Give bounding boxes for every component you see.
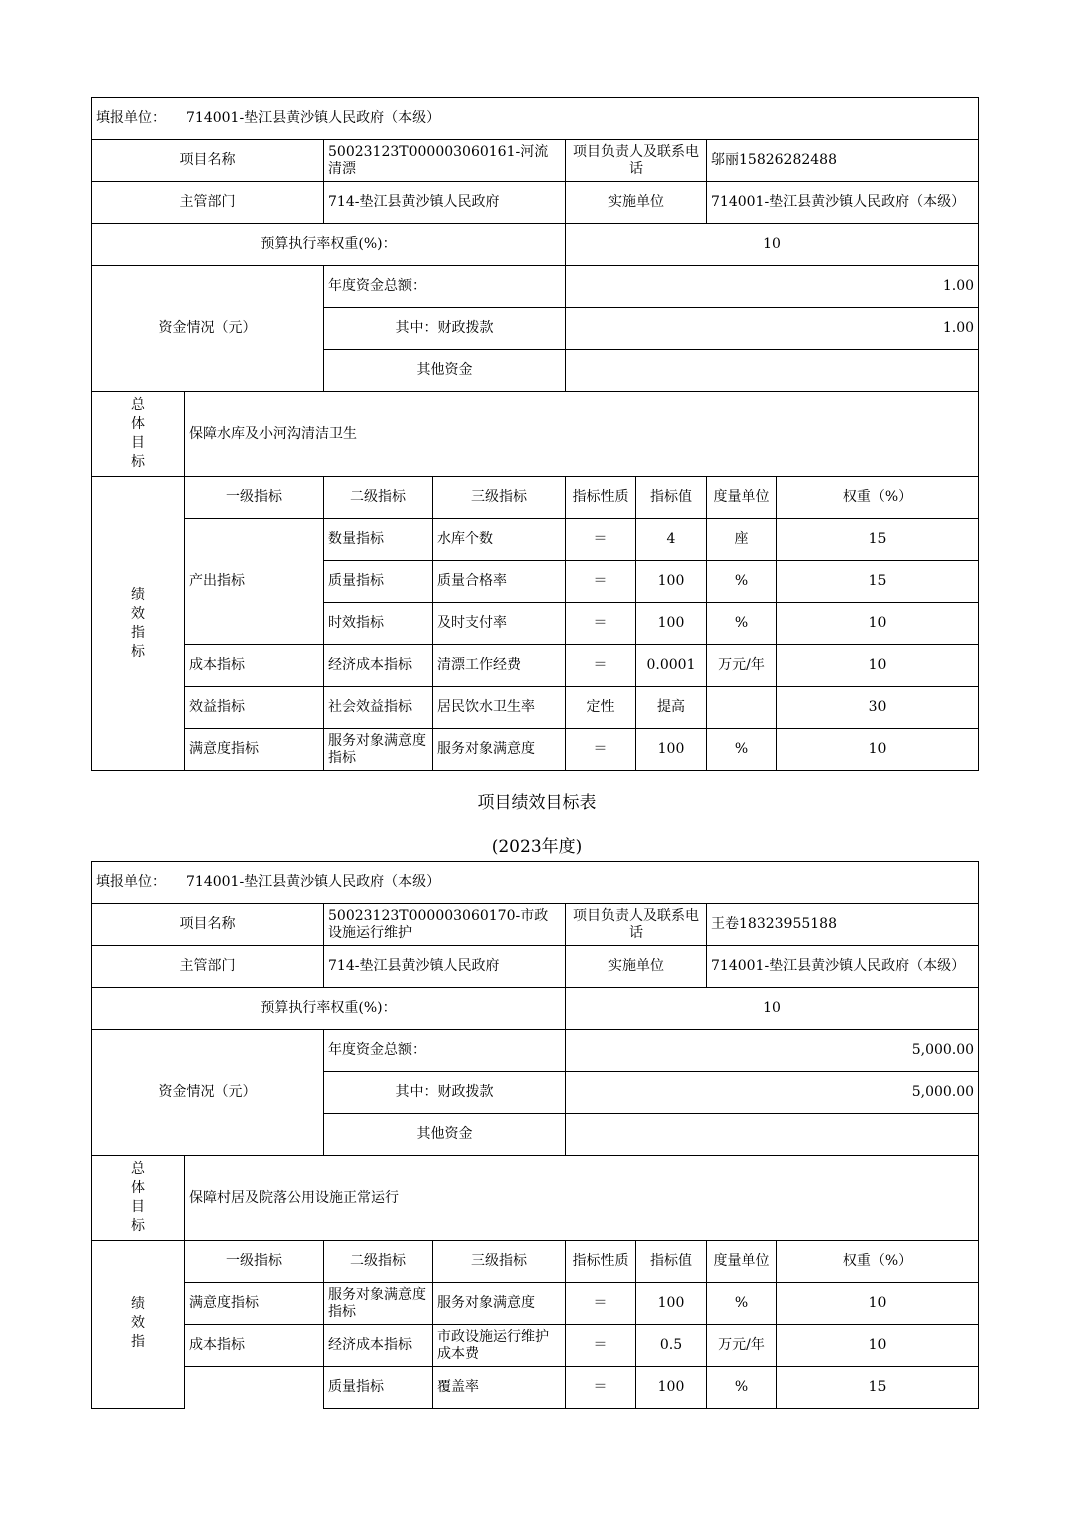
unit-cell — [92, 98, 979, 140]
indicator-header-row — [92, 477, 979, 519]
indicator-l3: 居民饮水卫生率 — [433, 687, 566, 729]
header-l3: 三级指标 — [433, 477, 566, 519]
indicator-unit — [707, 687, 777, 729]
unit-label: 填报单位： — [96, 110, 166, 126]
indicator-nature: ＝ — [566, 1325, 636, 1367]
unit-row — [92, 98, 979, 140]
indicator-header-row — [92, 1241, 979, 1283]
budget-weight-label: 预算执行率权重(%)： — [92, 224, 566, 266]
indicator-weight: 10 — [777, 1325, 979, 1367]
table-row — [92, 519, 979, 561]
indicator-nature: ＝ — [566, 1283, 636, 1325]
indicator-value: 0.0001 — [636, 645, 707, 687]
header-l2: 二级指标 — [324, 477, 433, 519]
indicator-value: 100 — [636, 1367, 707, 1409]
indicator-l1: 满意度指标 — [185, 729, 324, 771]
indicator-nature: ＝ — [566, 1367, 636, 1409]
indicator-unit: % — [707, 561, 777, 603]
indicator-l2: 服务对象满意度指标 — [324, 729, 433, 771]
perf-label-cell — [92, 477, 185, 771]
contact-value: 邬丽15826282488 — [707, 140, 979, 182]
header-nature: 指标性质 — [566, 477, 636, 519]
dept-row — [92, 946, 979, 988]
budget-weight-value: 10 — [566, 988, 979, 1030]
contact-label: 项目负责人及联系电话 — [566, 904, 707, 946]
goal-row — [92, 1156, 979, 1241]
goal-label: 总体目标 — [131, 1161, 145, 1234]
indicator-l2: 质量指标 — [324, 561, 433, 603]
indicator-weight: 10 — [777, 729, 979, 771]
indicator-unit: 万元/年 — [707, 645, 777, 687]
page-bottom-margin — [0, 1414, 1074, 1520]
contact-value: 王卷18323955188 — [707, 904, 979, 946]
table-row — [92, 1325, 979, 1367]
indicator-l1: 满意度指标 — [185, 1283, 324, 1325]
budget-weight-label: 预算执行率权重(%)： — [92, 988, 566, 1030]
indicator-unit: % — [707, 1283, 777, 1325]
fiscal-label: 其中：财政拨款 — [324, 1072, 566, 1114]
fiscal-value: 5,000.00 — [566, 1072, 979, 1114]
annual-total-label: 年度资金总额： — [324, 266, 566, 308]
indicator-l1: 产出指标 — [185, 519, 324, 645]
impl-label: 实施单位 — [566, 182, 707, 224]
project-name-label: 项目名称 — [92, 904, 324, 946]
indicator-l2: 经济成本指标 — [324, 645, 433, 687]
indicator-nature: ＝ — [566, 603, 636, 645]
other-label: 其他资金 — [324, 1114, 566, 1156]
dept-label: 主管部门 — [92, 946, 324, 988]
indicator-value: 提高 — [636, 687, 707, 729]
fiscal-label: 其中：财政拨款 — [324, 308, 566, 350]
indicator-value: 100 — [636, 1283, 707, 1325]
page-title: 项目绩效目标表 — [477, 793, 597, 813]
project-row — [92, 904, 979, 946]
indicator-nature: ＝ — [566, 645, 636, 687]
fund-label: 资金情况（元） — [92, 1030, 324, 1156]
goal-label-cell — [92, 392, 185, 477]
dept-row — [92, 182, 979, 224]
fund-row-total — [92, 266, 979, 308]
dept-label: 主管部门 — [92, 182, 324, 224]
table-row — [92, 1367, 979, 1409]
annual-total-value: 5,000.00 — [566, 1030, 979, 1072]
unit-row — [92, 862, 979, 904]
impl-label: 实施单位 — [566, 946, 707, 988]
indicator-nature: ＝ — [566, 561, 636, 603]
project-name-label: 项目名称 — [92, 140, 324, 182]
indicator-value: 4 — [636, 519, 707, 561]
table-row — [92, 729, 979, 771]
indicator-nature: ＝ — [566, 519, 636, 561]
indicator-value: 100 — [636, 729, 707, 771]
indicator-l2: 数量指标 — [324, 519, 433, 561]
unit-cell — [92, 862, 979, 904]
dept-value: 714-垫江县黄沙镇人民政府 — [324, 182, 566, 224]
goal-label-cell — [92, 1156, 185, 1241]
impl-value: 714001-垫江县黄沙镇人民政府（本级） — [707, 182, 979, 224]
project-name-value: 50023123T000003060161-河流清漂 — [324, 140, 566, 182]
contact-label: 项目负责人及联系电话 — [566, 140, 707, 182]
dept-value: 714-垫江县黄沙镇人民政府 — [324, 946, 566, 988]
indicator-l1: 成本指标 — [185, 1325, 324, 1367]
indicator-l2: 时效指标 — [324, 603, 433, 645]
fund-row-total — [92, 1030, 979, 1072]
header-value: 指标值 — [636, 1241, 707, 1283]
header-l2: 二级指标 — [324, 1241, 433, 1283]
budget-weight-row — [92, 224, 979, 266]
page-subtitle-year: (2023年度) — [491, 837, 583, 857]
indicator-unit: % — [707, 729, 777, 771]
indicator-weight: 15 — [777, 561, 979, 603]
indicator-l2: 经济成本指标 — [324, 1325, 433, 1367]
performance-table-1 — [91, 97, 979, 771]
indicator-weight: 30 — [777, 687, 979, 729]
indicator-unit: % — [707, 1367, 777, 1409]
project-row — [92, 140, 979, 182]
annual-total-value: 1.00 — [566, 266, 979, 308]
header-l3: 三级指标 — [433, 1241, 566, 1283]
indicator-weight: 15 — [777, 1367, 979, 1409]
table-row — [92, 1283, 979, 1325]
other-value — [566, 350, 979, 392]
fiscal-value: 1.00 — [566, 308, 979, 350]
indicator-value: 100 — [636, 561, 707, 603]
indicator-l3: 服务对象满意度 — [433, 729, 566, 771]
header-l1: 一级指标 — [185, 1241, 324, 1283]
indicator-unit: % — [707, 603, 777, 645]
fund-label: 资金情况（元） — [92, 266, 324, 392]
perf-label: 绩效指标 — [131, 586, 145, 660]
indicator-l1 — [185, 1367, 324, 1409]
indicator-l3: 清漂工作经费 — [433, 645, 566, 687]
indicator-l2: 质量指标 — [324, 1367, 433, 1409]
table-row — [92, 645, 979, 687]
indicator-weight: 10 — [777, 603, 979, 645]
indicator-l2: 服务对象满意度指标 — [324, 1283, 433, 1325]
indicator-l1: 效益指标 — [185, 687, 324, 729]
indicator-weight: 10 — [777, 1283, 979, 1325]
project-name-value: 50023123T000003060170-市政设施运行维护 — [324, 904, 566, 946]
indicator-l2: 社会效益指标 — [324, 687, 433, 729]
header-l1: 一级指标 — [185, 477, 324, 519]
header-unit: 度量单位 — [707, 1241, 777, 1283]
indicator-nature: ＝ — [566, 729, 636, 771]
unit-value: 714001-垫江县黄沙镇人民政府（本级） — [186, 110, 441, 126]
unit-label: 填报单位： — [96, 874, 166, 890]
indicator-l3: 及时支付率 — [433, 603, 566, 645]
header-weight: 权重（%） — [777, 1241, 979, 1283]
unit-value: 714001-垫江县黄沙镇人民政府（本级） — [186, 874, 441, 890]
header-weight: 权重（%） — [777, 477, 979, 519]
indicator-value: 0.5 — [636, 1325, 707, 1367]
indicator-weight: 10 — [777, 645, 979, 687]
indicator-unit: 座 — [707, 519, 777, 561]
indicator-l3: 水库个数 — [433, 519, 566, 561]
indicator-unit: 万元/年 — [707, 1325, 777, 1367]
indicator-l3: 市政设施运行维护成本费 — [433, 1325, 566, 1367]
perf-label-cell — [92, 1241, 185, 1409]
other-value — [566, 1114, 979, 1156]
other-label: 其他资金 — [324, 350, 566, 392]
indicator-l1: 成本指标 — [185, 645, 324, 687]
header-value: 指标值 — [636, 477, 707, 519]
budget-weight-value: 10 — [566, 224, 979, 266]
indicator-value: 100 — [636, 603, 707, 645]
budget-weight-row — [92, 988, 979, 1030]
goal-label: 总体目标 — [131, 397, 145, 470]
indicator-l3: 覆盖率 — [433, 1367, 566, 1409]
impl-value: 714001-垫江县黄沙镇人民政府（本级） — [707, 946, 979, 988]
perf-label: 绩效指 — [131, 1296, 145, 1350]
performance-table-2 — [91, 861, 979, 1409]
header-unit: 度量单位 — [707, 477, 777, 519]
indicator-nature: 定性 — [566, 687, 636, 729]
goal-value: 保障村居及院落公用设施正常运行 — [185, 1156, 979, 1241]
goal-row — [92, 392, 979, 477]
indicator-weight: 15 — [777, 519, 979, 561]
goal-value: 保障水库及小河沟清洁卫生 — [185, 392, 979, 477]
indicator-l3: 质量合格率 — [433, 561, 566, 603]
table-row — [92, 687, 979, 729]
annual-total-label: 年度资金总额： — [324, 1030, 566, 1072]
header-nature: 指标性质 — [566, 1241, 636, 1283]
indicator-l3: 服务对象满意度 — [433, 1283, 566, 1325]
